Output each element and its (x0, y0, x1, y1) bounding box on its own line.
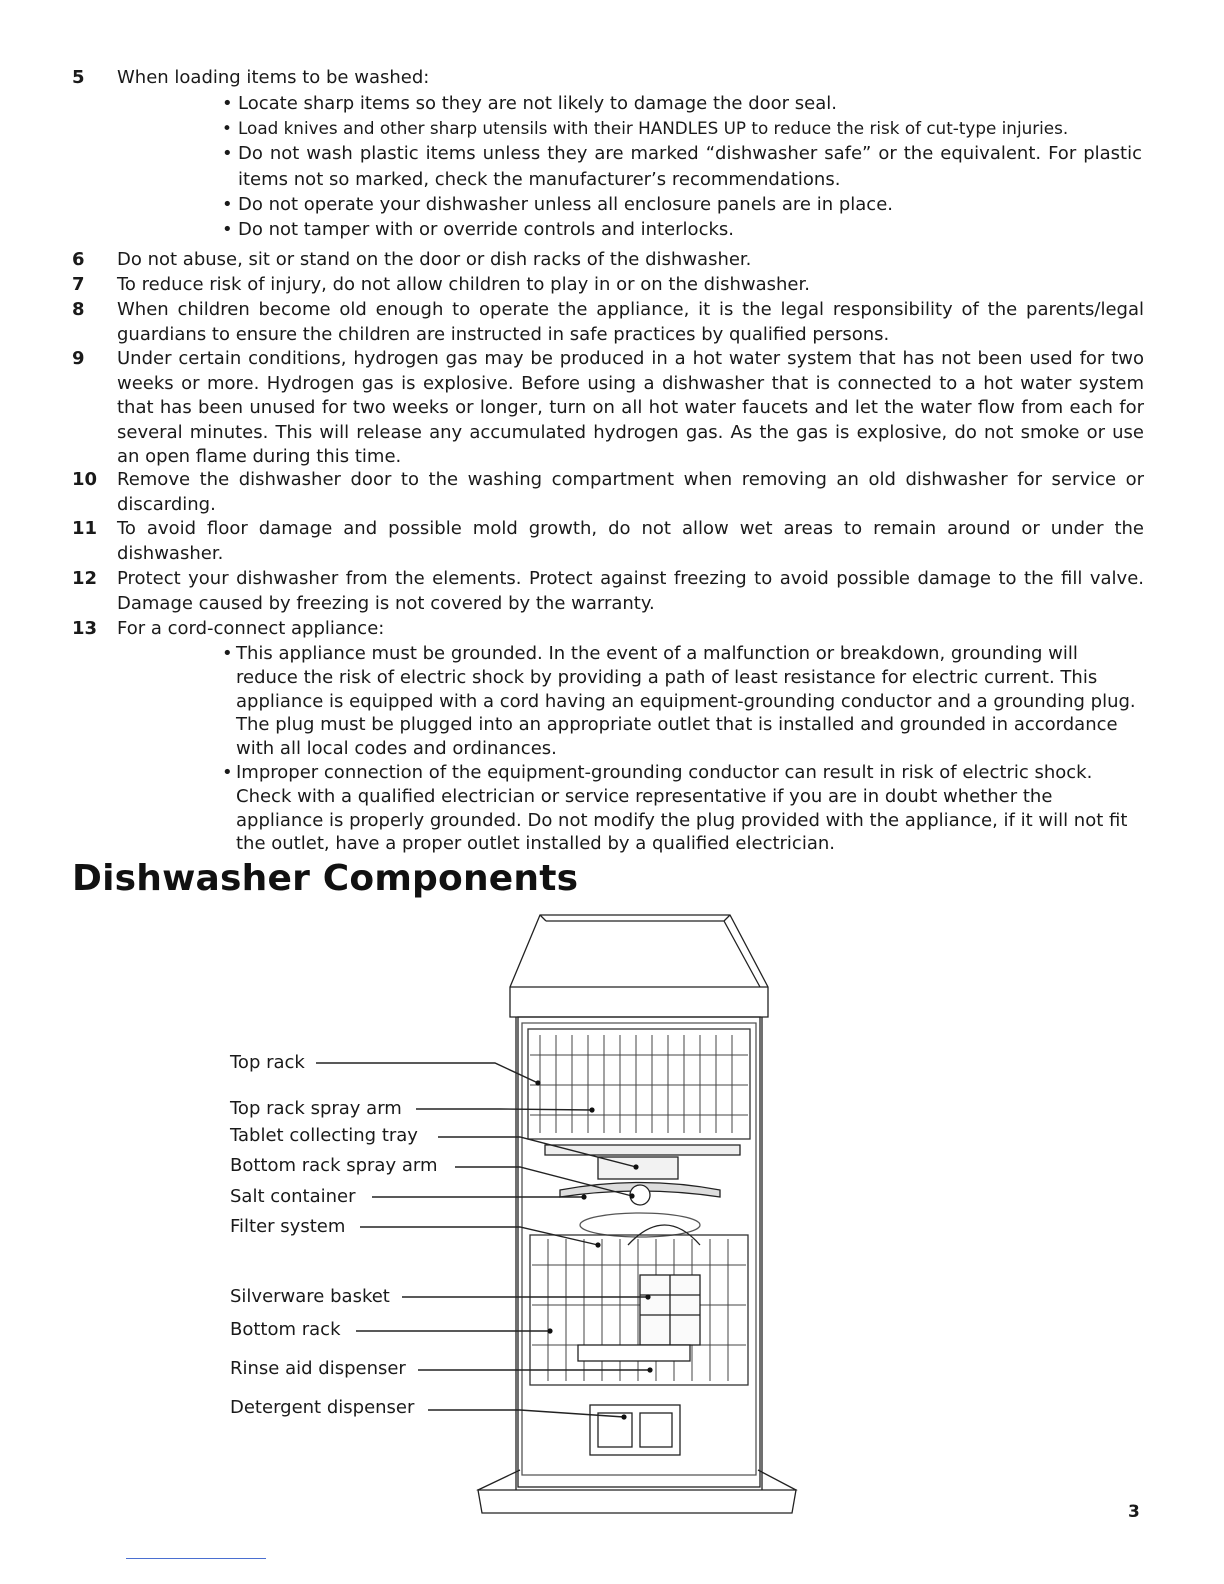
loading-bullet-list (222, 91, 1142, 242)
safety-item-10 (72, 468, 1144, 517)
item-text: Under certain conditions, hydrogen gas may be produced in a hot water system that has not been used for two weeks or more. Hydrogen gas is explosive. Before using a dishwasher that is connected to a hot water system that has been unused for two weeks or longer, turn on all hot water faucets and let the water flow from each for several minutes. This will release any accumulated hydrogen gas. As the gas is explosive, do not smoke or use an open flame during this time. (117, 348, 1144, 467)
item-text: Protect your dishwasher from the elements. Protect against freezing to avoid possible damage to the fill valve. Damage caused by freezing is not covered by the warranty. (117, 568, 1144, 614)
bullet-item: • Load knives and other sharp utensils with their HANDLES UP to reduce the risk of cut-type injuries. (222, 116, 1142, 141)
item-number: 11 (72, 518, 98, 539)
item-text: When children become old enough to operate the appliance, it is the legal responsibility of the parents/legal guardians to ensure the children are instructed in safe practices by qualified persons. (117, 299, 1144, 345)
item-text: To avoid floor damage and possible mold growth, do not allow wet areas to remain around or under the dishwasher. (117, 518, 1144, 564)
safety-item-8 (72, 298, 1144, 347)
item-number: 6 (72, 249, 85, 270)
item-number: 13 (72, 618, 98, 639)
label-silverware-basket: Silverware basket (230, 1286, 390, 1307)
bullet-item: • Do not tamper with or override controls and interlocks. (222, 217, 1142, 242)
dishwasher-diagram (0, 905, 1224, 1525)
page-number: 3 (1128, 1502, 1140, 1522)
safety-item-9 (72, 347, 1144, 470)
item-number: 5 (72, 67, 85, 88)
safety-item-12 (72, 567, 1144, 616)
safety-item-5 (72, 66, 1144, 91)
item-text: For a cord-connect appliance: (117, 618, 385, 639)
safety-item-11 (72, 517, 1144, 566)
item-number: 9 (72, 348, 85, 369)
item-number: 7 (72, 274, 85, 295)
item-number: 10 (72, 469, 98, 490)
safety-item-6 (72, 248, 1144, 273)
item-number: 8 (72, 299, 85, 320)
bullet-item: • This appliance must be grounded. In the event of a malfunction or breakdown, grounding will reduce the risk of electric shock by providing a path of least resistance for electric current. This appliance is equipped with a cord having an equipment-grounding conductor and a grounding plug. The plug must be plugged into an appropriate outlet that is installed and grounded in accordance with all local codes and ordinances. (222, 642, 1142, 761)
safety-item-13 (72, 617, 1144, 642)
label-bottom-rack: Bottom rack (230, 1319, 341, 1340)
label-detergent-dispenser: Detergent dispenser (230, 1397, 415, 1418)
section-title: Dishwasher Components (72, 858, 579, 899)
dishwasher-illustration (0, 905, 1224, 1525)
footer-rule (126, 1558, 266, 1559)
item-text: Remove the dishwasher door to the washing compartment when removing an old dishwasher for service or discarding. (117, 469, 1144, 515)
label-filter-system: Filter system (230, 1216, 346, 1237)
bullet-item: • Locate sharp items so they are not likely to damage the door seal. (222, 91, 1142, 116)
bullet-item: • Do not wash plastic items unless they are marked “dishwasher safe” or the equivalent. For plastic items not so marked, check the manufacturer’s recommendations. (222, 141, 1142, 191)
safety-item-7 (72, 273, 1144, 298)
bullet-item: • Do not operate your dishwasher unless all enclosure panels are in place. (222, 192, 1142, 217)
bullet-item: • Improper connection of the equipment-grounding conductor can result in risk of electric shock. Check with a qualified electrician or service representative if you are in doubt whether the appliance is properly grounded. Do not modify the plug provided with the appliance, if it will not fit the outlet, have a proper outlet installed by a qualified electrician. (222, 761, 1142, 856)
item-text: To reduce risk of injury, do not allow children to play in or on the dishwasher. (117, 274, 810, 295)
label-top-rack-spray-arm: Top rack spray arm (230, 1098, 402, 1119)
item-text: Do not abuse, sit or stand on the door or dish racks of the dishwasher. (117, 249, 752, 270)
item-number: 12 (72, 568, 98, 589)
item-text: When loading items to be washed: (117, 67, 430, 88)
label-tablet-collecting-tray: Tablet collecting tray (230, 1125, 418, 1146)
label-bottom-rack-spray-arm: Bottom rack spray arm (230, 1155, 438, 1176)
grounding-bullet-list (222, 642, 1142, 856)
label-rinse-aid-dispenser: Rinse aid dispenser (230, 1358, 406, 1379)
label-salt-container: Salt container (230, 1186, 356, 1207)
label-top-rack: Top rack (230, 1052, 305, 1073)
